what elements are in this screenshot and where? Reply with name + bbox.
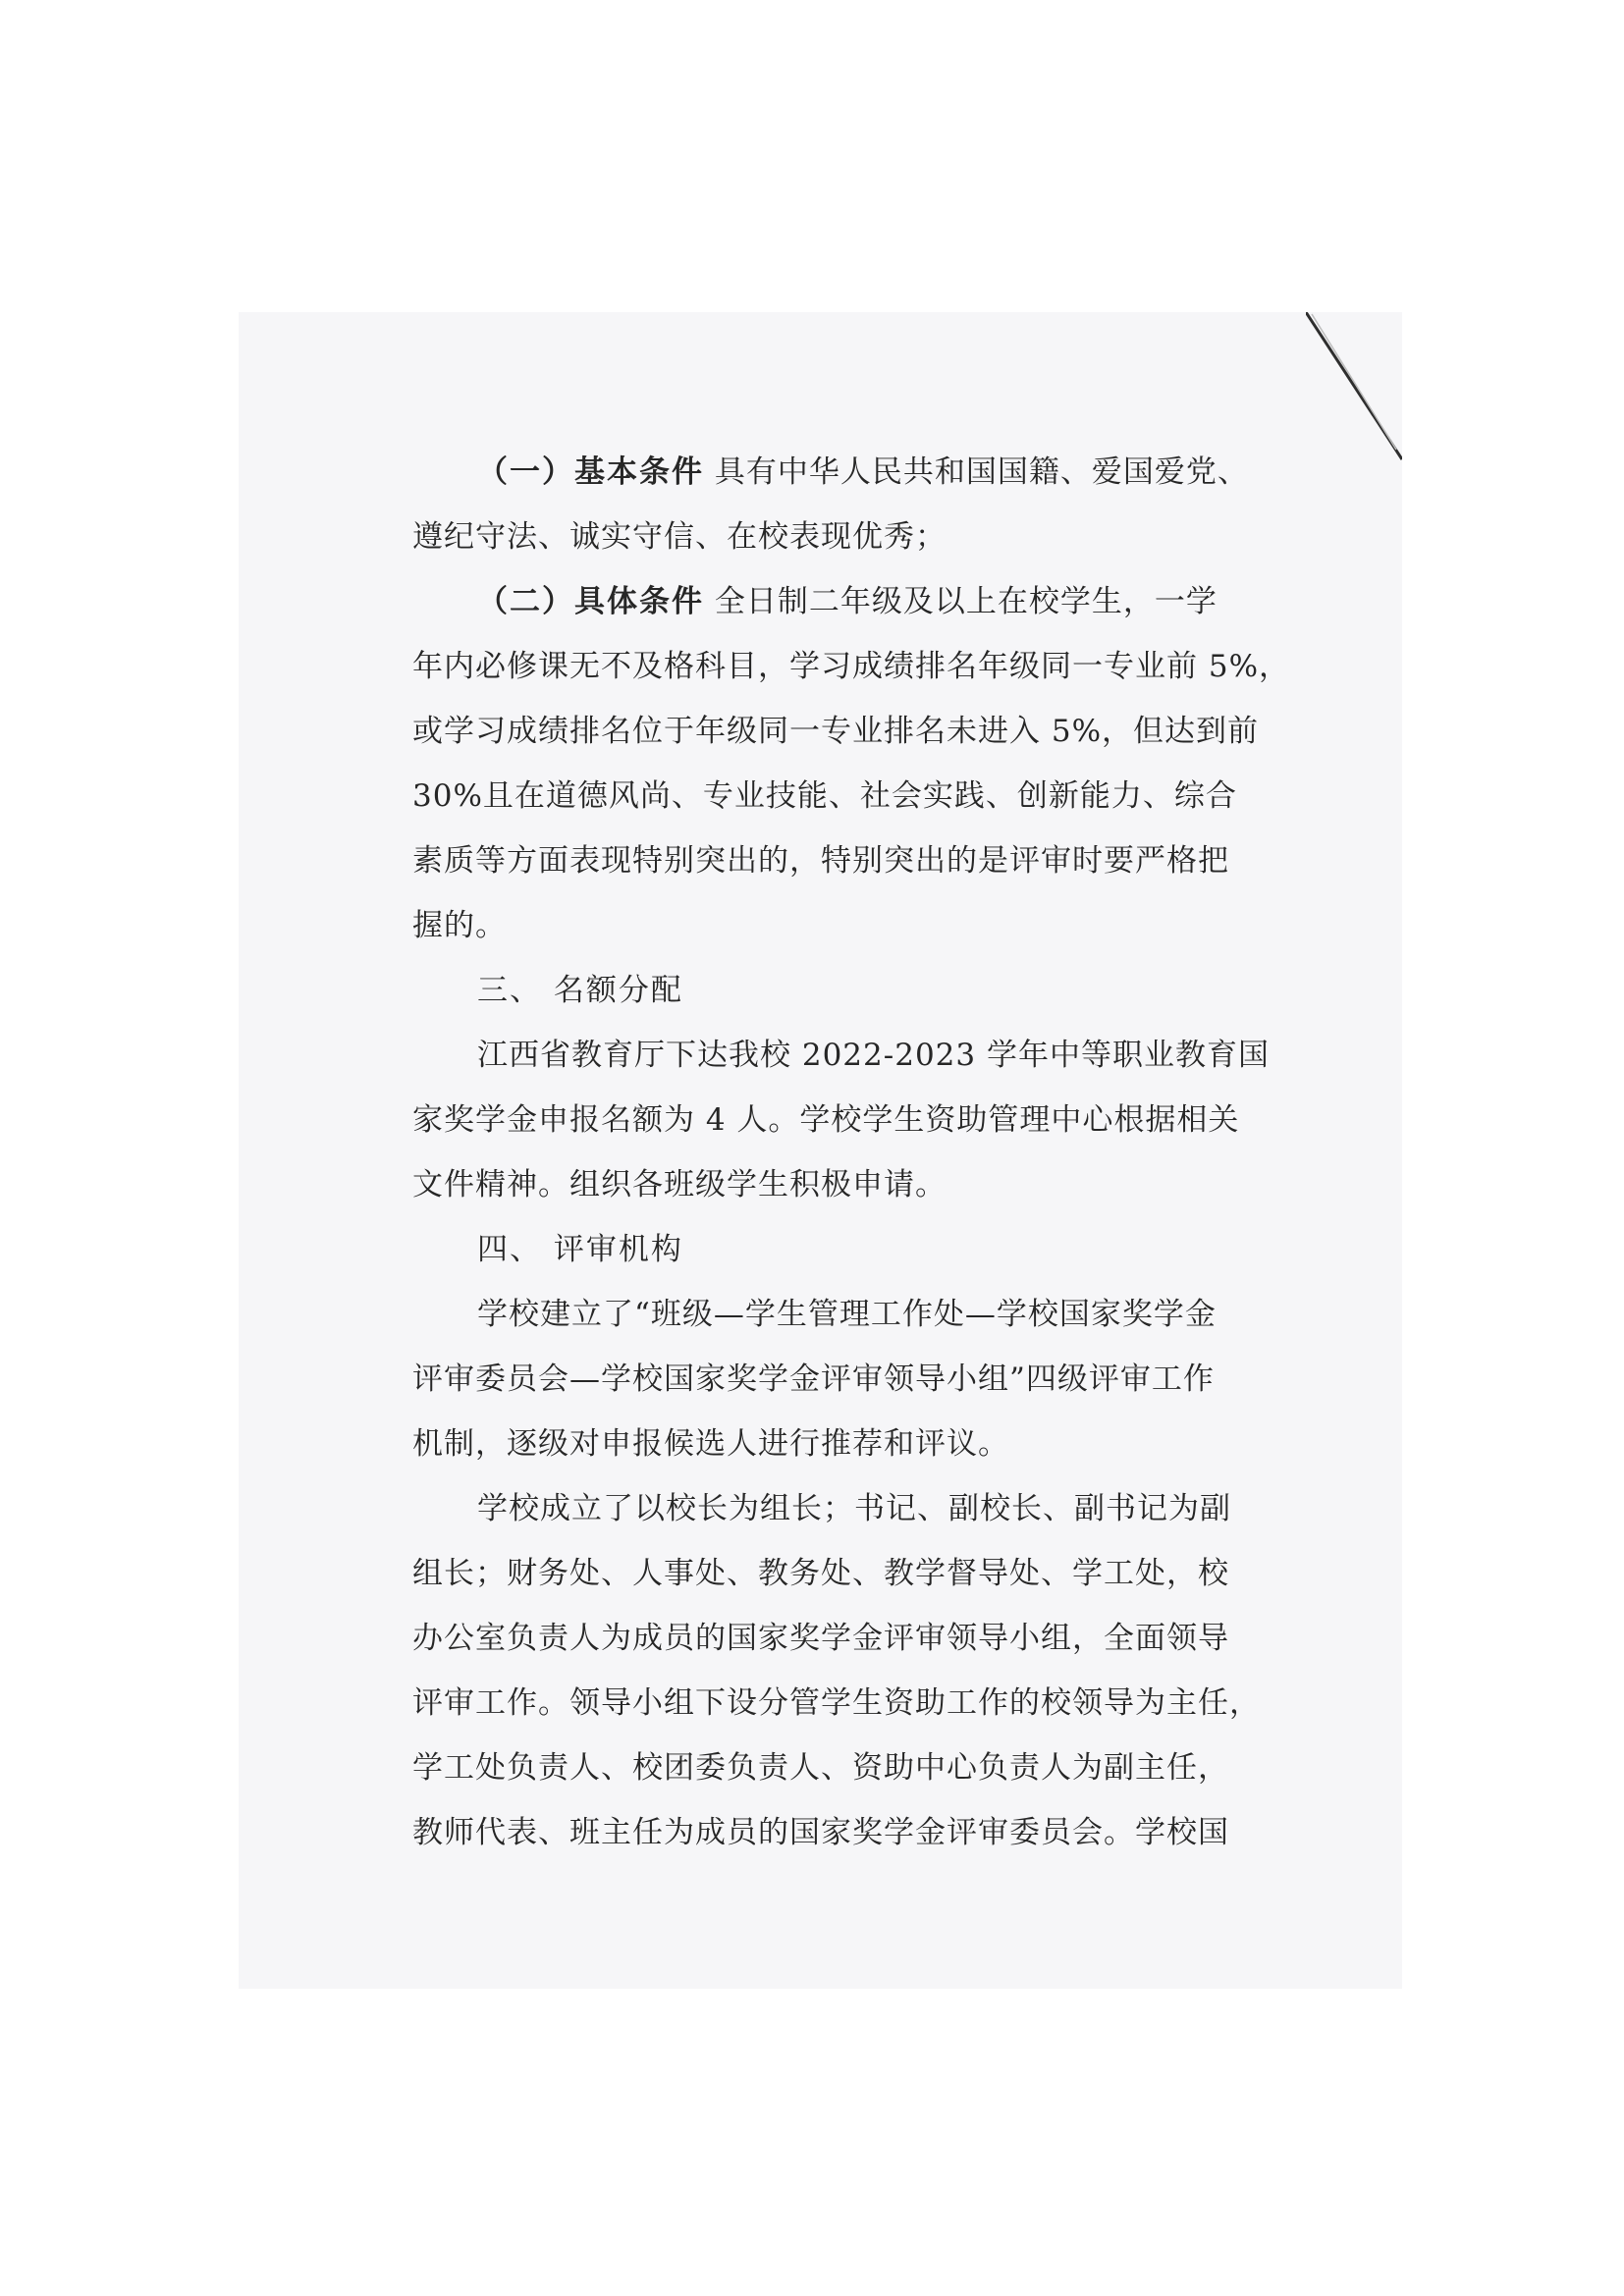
section-4-para-2-line-4: 评审工作。领导小组下设分管学生资助工作的校领导为主任， [412,1685,1261,1721]
section-4-para-2-line-1: 学校成立了以校长为组长；书记、副校长、副书记为副 [477,1491,1231,1526]
section-4-para-2-line-5: 学工处负责人、校团委负责人、资助中心负责人为副主任， [412,1750,1229,1786]
section-3-line-3: 文件精神。组织各班级学生积极申请。 [412,1167,947,1202]
page-corner-fold-mark [1306,312,1402,469]
section-4-para-1-line-1: 学校建立了“班级—学生管理工作处—学校国家奖学金 [477,1297,1217,1332]
section-4-para-1-line-3: 机制，逐级对申报候选人进行推荐和评议。 [412,1426,1009,1462]
basic-condition-label: （一）基本条件 [477,454,704,490]
specific-condition-line-1: （二）具体条件 全日制二年级及以上在校学生，一学 [477,584,1218,619]
basic-condition-line-1: （一）基本条件 具有中华人民共和国国籍、爱国爱党、 [477,454,1249,490]
section-4-heading: 四、 评审机构 [477,1232,683,1267]
section-4-para-2-line-3: 办公室负责人为成员的国家奖学金评审领导小组，全面领导 [412,1621,1229,1656]
specific-condition-line-6: 握的。 [412,908,507,943]
specific-condition-line-5: 素质等方面表现特别突出的，特别突出的是评审时要严格把 [412,843,1229,879]
specific-condition-line-4: 30%且在道德风尚、专业技能、社会实践、创新能力、综合 [412,778,1237,814]
document-body [412,440,1291,1865]
section-4-para-1-line-2: 评审委员会—学校国家奖学金评审领导小组”四级评审工作 [412,1362,1215,1397]
basic-condition-line-2: 遵纪守法、诚实守信、在校表现优秀； [412,519,947,555]
section-3-line-1: 江西省教育厅下达我校 2022-2023 学年中等职业教育国 [477,1038,1270,1073]
specific-condition-label: （二）具体条件 [477,584,704,619]
section-4-para-2-line-6: 教师代表、班主任为成员的国家奖学金评审委员会。学校国 [412,1815,1229,1850]
specific-condition-line-3: 或学习成绩排名位于年级同一专业排名未进入 5%，但达到前 [412,714,1260,749]
section-4-para-2-line-2: 组长；财务处、人事处、教务处、教学督导处、学工处，校 [412,1556,1229,1591]
section-3-line-2: 家奖学金申报名额为 4 人。学校学生资助管理中心根据相关 [412,1102,1240,1138]
specific-condition-line-2: 年内必修课无不及格科目，学习成绩排名年级同一专业前 5%， [412,649,1291,684]
section-3-heading: 三、 名额分配 [477,973,683,1008]
